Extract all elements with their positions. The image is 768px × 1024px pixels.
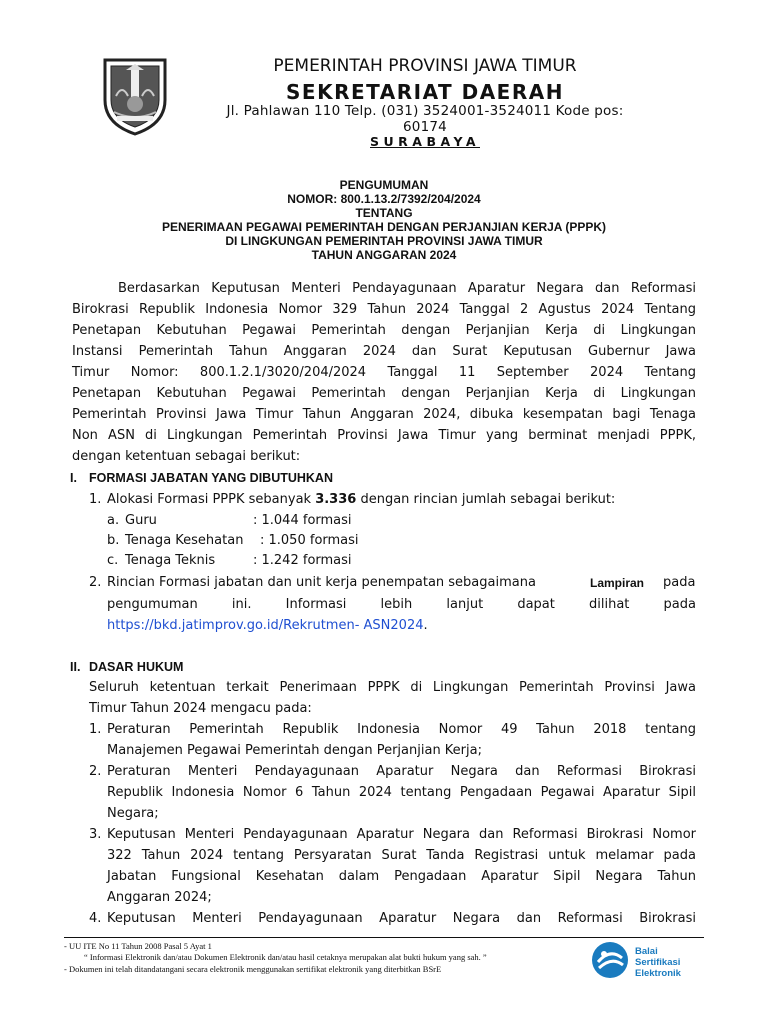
recruitment-link[interactable]: https://bkd.jatimprov.go.id/Rekrutmen- ASN2024 <box>107 618 424 633</box>
subitem-label: Tenaga Kesehatan <box>125 533 244 548</box>
letterhead-office: SEKRETARIAT DAERAH <box>286 80 564 104</box>
intro-line: Instansi Pemerintah Tahun Anggaran 2024 dan Surat Keputusan Gubernur Jawa <box>72 344 696 359</box>
section2-number: II. <box>70 660 81 674</box>
item1-text-before: Alokasi Formasi PPPK sebanyak <box>107 492 316 507</box>
law-item-line: Manajemen Pegawai Pemerintah dengan Perjanjian Kerja; <box>107 743 482 758</box>
subitem-letter: b. <box>107 533 120 548</box>
item1-text-after: dengan rincian jumlah sebagai berikut: <box>356 492 616 507</box>
item2-line1-after: pada <box>663 575 696 590</box>
intro-line: Non ASN di Lingkungan Pemerintah Provinsi Jawa Timur yang berminat menjadi PPPK, <box>72 428 696 443</box>
announcement-subject-line2: DI LINGKUNGAN PEMERINTAH PROVINSI JAWA TIMUR <box>225 234 543 248</box>
law-item-line: Republik Indonesia Nomor 6 Tahun 2024 tentang Pengadaan Pegawai Aparatur Sipil <box>107 785 696 800</box>
law-item-line: Keputusan Menteri Pendayagunaan Aparatur Negara dan Reformasi Birokrasi Nomor <box>107 827 696 842</box>
intro-line: Penetapan Kebutuhan Pegawai Pemerintah dengan Perjanjian Kerja di Lingkungan <box>72 323 696 338</box>
item2-lampiran: Lampiran <box>590 576 645 590</box>
letterhead-address <box>180 103 670 135</box>
formation-total: 3.336 <box>315 492 357 507</box>
bsre-text-line: Elektronik <box>635 968 681 979</box>
section1-item1-number: 1. <box>89 492 102 507</box>
section2-intro-line: Seluruh ketentuan terkait Penerimaan PPPK di Lingkungan Pemerintah Provinsi Jawa <box>89 680 696 695</box>
law-item-line: Jabatan Fungsional Kesehatan dalam Pengadaan Aparatur Sipil Negara Tahun <box>107 869 696 884</box>
subitem-value: : 1.242 formasi <box>253 553 352 568</box>
east-java-crest-icon <box>100 56 170 136</box>
law-item-line: 322 Tahun 2024 tentang Persyaratan Surat Tanda Registrasi untuk melamar pada <box>107 848 696 863</box>
law-item-line: Keputusan Menteri Pendayagunaan Aparatur Negara dan Reformasi Birokrasi <box>107 911 696 926</box>
law-item-line: Peraturan Menteri Pendayagunaan Aparatur Negara dan Reformasi Birokrasi <box>107 764 696 779</box>
intro-line: Berdasarkan Keputusan Menteri Pendayagunaan Aparatur Negara dan Reformasi <box>118 281 696 296</box>
item2-line3 <box>107 616 428 636</box>
law-item-number: 2. <box>89 764 102 779</box>
letterhead-government: PEMERINTAH PROVINSI JAWA TIMUR <box>273 56 577 76</box>
item2-line2: pengumuman ini. Informasi lebih lanjut dapat dilihat pada <box>107 597 696 612</box>
announcement-about: TENTANG <box>355 206 413 220</box>
section1-number: I. <box>70 471 77 485</box>
announcement-subject-line3: TAHUN ANGGARAN 2024 <box>311 248 457 262</box>
address-line2: 60174 <box>403 119 447 135</box>
footer-note: - UU ITE No 11 Tahun 2008 Pasal 5 Ayat 1 <box>64 941 212 951</box>
link-period: . <box>423 618 428 633</box>
intro-line: Birokrasi Republik Indonesia Nomor 329 Tahun 2024 Tanggal 2 Agustus 2024 Tentang <box>72 302 696 317</box>
law-item-number: 3. <box>89 827 102 842</box>
announcement-number: NOMOR: 800.1.13.2/7392/204/2024 <box>287 192 481 206</box>
section1-item2-number: 2. <box>89 575 102 590</box>
bsre-logo-icon <box>590 940 630 980</box>
law-item-line: Anggaran 2024; <box>107 890 212 905</box>
letterhead-city: SURABAYA <box>370 134 480 149</box>
law-item-number: 1. <box>89 722 102 737</box>
subitem-letter: c. <box>107 553 119 568</box>
section1-item1-text <box>107 490 615 510</box>
footer-divider <box>64 937 704 938</box>
announcement-label: PENGUMUMAN <box>339 178 429 192</box>
section1-heading: FORMASI JABATAN YANG DIBUTUHKAN <box>89 471 333 485</box>
intro-line: Pemerintah Provinsi Jawa Timur Tahun Anggaran 2024, dibuka kesempatan bagi Tenaga <box>72 407 696 422</box>
bsre-text-line: Sertifikasi <box>635 957 681 968</box>
intro-line: Penetapan Kebutuhan Pegawai Pemerintah dengan Perjanjian Kerja di Lingkungan <box>72 386 696 401</box>
footer-note: “ Informasi Elektronik dan/atau Dokumen Elektronik dan/atau hasil cetaknya merupakan alat bukti hukum yang sah. ” <box>84 952 487 962</box>
subitem-label: Guru <box>125 513 157 528</box>
intro-line: Timur Nomor: 800.1.2.1/3020/204/2024 Tanggal 11 September 2024 Tentang <box>72 365 696 380</box>
law-item-line: Negara; <box>107 806 159 821</box>
footer-note: - Dokumen ini telah ditandatangani secara elektronik menggunakan sertifikat elektronik yang diterbitkan BSrE <box>64 964 442 974</box>
law-item-number: 4. <box>89 911 102 926</box>
address-line1: Jl. Pahlawan 110 Telp. (031) 3524001-3524011 Kode pos: <box>226 103 624 119</box>
intro-line: dengan ketentuan sebagai berikut: <box>72 449 301 464</box>
section2-heading: DASAR HUKUM <box>89 660 184 674</box>
subitem-label: Tenaga Teknis <box>125 553 216 568</box>
subitem-letter: a. <box>107 513 120 528</box>
announcement-subject-line1: PENERIMAAN PEGAWAI PEMERINTAH DENGAN PERJANJIAN KERJA (PPPK) <box>161 220 607 234</box>
section2-intro-line: Timur Tahun 2024 mengacu pada: <box>89 701 312 716</box>
law-item-line: Peraturan Pemerintah Republik Indonesia Nomor 49 Tahun 2018 tentang <box>107 722 696 737</box>
bsre-text-line: Balai <box>635 946 658 957</box>
subitem-value: : 1.044 formasi <box>253 513 352 528</box>
item2-line1-text: Rincian Formasi jabatan dan unit kerja penempatan sebagaimana <box>107 575 536 590</box>
subitem-value: : 1.050 formasi <box>260 533 359 548</box>
